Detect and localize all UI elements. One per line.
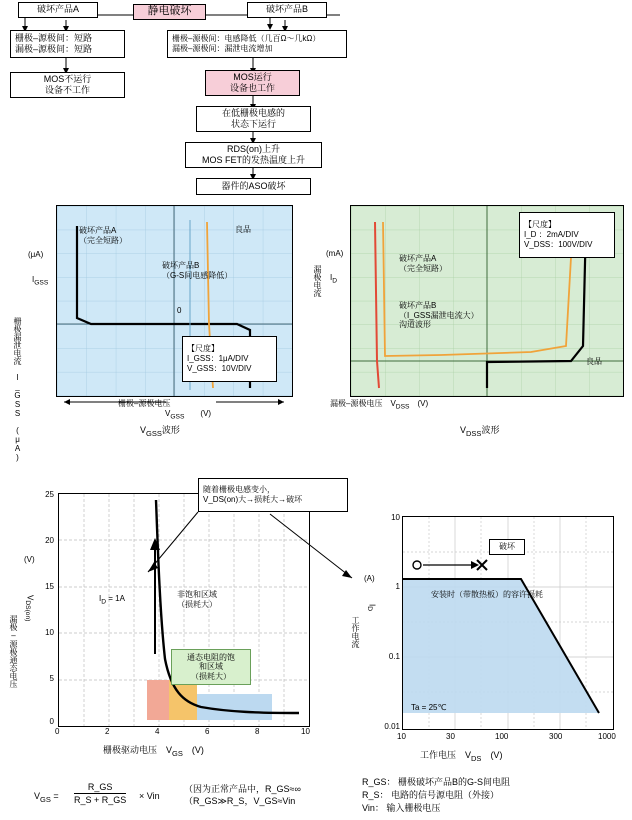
chart-vdson: 漏极–源极通态电压 $V_{DS(on)}$ (V) 25 20 15 10 5 0 $I_D = 1A$ 非饱和区域 （损耗大） 通态电阻的饱 和区域 （损耗大） 0 2 4 6 8 10 栅极驱动电压 $V_{GS}$ (V): [9, 490, 310, 758]
chart-aso-yunit: (A): [364, 574, 375, 583]
flow-right-detail-line1: 栅极–源极间：电感降低（几百Ω～几kΩ）: [172, 34, 321, 43]
chart-idss-anno-good: 良品: [586, 357, 602, 366]
chart-igss-anno-zero: 0: [177, 306, 182, 315]
chart-vdson-callout: 随着栅极电感变小， V_DS(on)大→损耗大→破坏: [198, 478, 348, 512]
chart-idss-title: $V_{DSS}$波形: [460, 425, 500, 438]
chart-vdson-yticks: 25 20 15 10 5 0: [45, 490, 54, 726]
flow-left-head-text: 破坏产品A: [36, 4, 79, 15]
chart-aso-anno-break: 破坏: [489, 539, 525, 555]
flow-step2: [185, 142, 322, 168]
chart-igss-ylabel: 栅极漏泄电流 I_GSS (μA): [13, 317, 22, 462]
chart-idss-scale-box: 【尺度】 I_D ：2mA/DIV V_DSS：100V/DIV: [519, 212, 615, 258]
chart-idss-anno-a: 破坏产品A （完全短路）: [399, 254, 447, 273]
chart-aso-ysym: $I_D$: [366, 604, 377, 612]
chart-igss-plot: [56, 205, 293, 397]
flow-left-result: [10, 72, 125, 98]
chart-aso-temp-note: Ta = 25℃: [411, 703, 447, 712]
flow-step2-line2: MOS FET的发热温度上升: [202, 155, 305, 165]
chart-vdson-xlabel: 栅极驱动电压 $V_{GS}$ (V): [103, 745, 204, 758]
formula-vin: × Vin: [139, 791, 160, 801]
flow-right-head: [247, 2, 327, 18]
flow-right-result-line1: MOS运行: [233, 71, 272, 82]
chart-igss-xsym: $V_{GSS}$ (V): [165, 409, 212, 421]
chart-igss-yunit: (μA): [28, 250, 44, 259]
flow-right-result-line2: 设备也工作: [229, 83, 275, 93]
chart-igss-anno-good: 良品: [235, 225, 251, 234]
chart-vdson-id-note: $I_D = 1A$: [99, 594, 125, 606]
chart-igss-anno-a: 破坏产品A （完全短路）: [79, 226, 127, 245]
flow-left-detail: [10, 30, 125, 58]
flow-right-detail: [167, 30, 347, 58]
formula-note: （因为正常产品中，R_GS≈∞ （R_GS≫R_S，V_GS≈Vin: [184, 784, 301, 807]
flow-step3: [196, 178, 311, 195]
chart-vdson-anno-nonsat: 非饱和区域 （损耗大）: [177, 590, 217, 609]
flow-title-text: 静电破坏: [147, 5, 192, 18]
chart-idss-anno-b: 破坏产品B （I_GSS漏泄电流大） 沟道波形: [399, 301, 479, 330]
chart-aso-xlabel: 工作电压 $V_{DS}$ (V): [420, 750, 503, 763]
chart-vdson-anno-sat: 通态电阻的饱 和区域 （损耗大）: [171, 649, 251, 685]
flow-title: [133, 4, 206, 20]
chart-aso-plot: [402, 516, 614, 730]
chart-idss: [310, 205, 625, 438]
chart-vdson-ysym: $V_{DS(on)}$: [24, 595, 35, 622]
chart-aso-yticks: 10 1 0.1 0.01: [384, 513, 400, 731]
legend-rs: R_S： 电路的信号源电阻（外接）: [362, 790, 500, 801]
flow-left-result-line1: MOS不运行: [43, 73, 92, 84]
chart-igss-scale-box: 【尺度】 I_GSS：1μA/DIV V_GSS：10V/DIV: [182, 336, 277, 382]
chart-idss-xlabel: 漏极–源极电压 $V_{DSS}$ (V): [330, 399, 429, 411]
flow-left-detail-line1: 栅极–源极间：短路: [15, 32, 93, 43]
formula-block: [34, 780, 334, 820]
flow-right-detail-line2: 漏极–源极间：漏泄电流增加: [172, 44, 273, 53]
chart-igss-ysym: $I_{GSS}$: [32, 275, 49, 287]
chart-aso-ylabel: 工作电流: [351, 616, 360, 648]
chart-idss-plot: [350, 205, 624, 397]
flow-left-head: [18, 2, 98, 18]
chart-igss-xlabel: 栅极–源极电压: [118, 399, 171, 408]
legend-vin: Vin： 输入栅极电压: [362, 803, 441, 814]
flow-step2-line1: RDS(on)上升: [226, 143, 280, 154]
flow-step1-line2: 状态下运行: [230, 119, 276, 129]
formula-legend: [362, 776, 630, 815]
flowchart-section: [0, 0, 632, 200]
chart-aso-anno-allow: 安装时（带散热板）的容许损耗: [431, 590, 543, 599]
flow-left-detail-line2: 漏极–源极间：短路: [15, 44, 93, 54]
chart-vdson-yunit: (V): [24, 555, 35, 564]
chart-igss: [10, 205, 300, 462]
legend-rgs: R_GS： 栅极破坏产品B的G-S间电阻: [362, 777, 511, 787]
chart-idss-yunit: (mA): [326, 249, 344, 258]
flow-right-result: [205, 70, 300, 96]
flow-step1-line1: 在低栅极电感的: [221, 107, 285, 118]
chart-vdson-callout-leader: [120, 500, 360, 610]
formula-denominator: R_S + R_GS: [74, 795, 127, 805]
chart-idss-ylabel: 漏极电流: [313, 265, 322, 297]
formula-fraction: [74, 782, 126, 805]
chart-igss-xaxis-arrows: [56, 397, 291, 407]
flow-right-head-text: 破坏产品B: [265, 4, 308, 15]
formula-vgs: $V_{GS}$ =: [34, 791, 59, 804]
chart-idss-ysym: $I_D$: [330, 273, 338, 285]
flow-step1: [196, 106, 311, 132]
chart-vdson-ylabel: 漏极–源极通态电压: [9, 615, 18, 688]
chart-igss-title: $V_{GSS}$波形: [140, 425, 180, 438]
flow-step3-line1: 器件的ASO破坏: [221, 180, 286, 191]
formula-numerator: R_GS: [74, 782, 126, 794]
chart-igss-anno-b: 破坏产品B （G-S间电感降低）: [162, 261, 233, 280]
flow-left-result-line2: 设备不工作: [44, 85, 90, 95]
chart-aso: 工作电流 $I_D$ (A) 10 1 0.1 0.01 破坏 安装时（带散热板）的容许损耗 Ta = 25℃ 10 30 100 300 1000 工作电压 $V_{DS}$ (V): [351, 513, 616, 763]
